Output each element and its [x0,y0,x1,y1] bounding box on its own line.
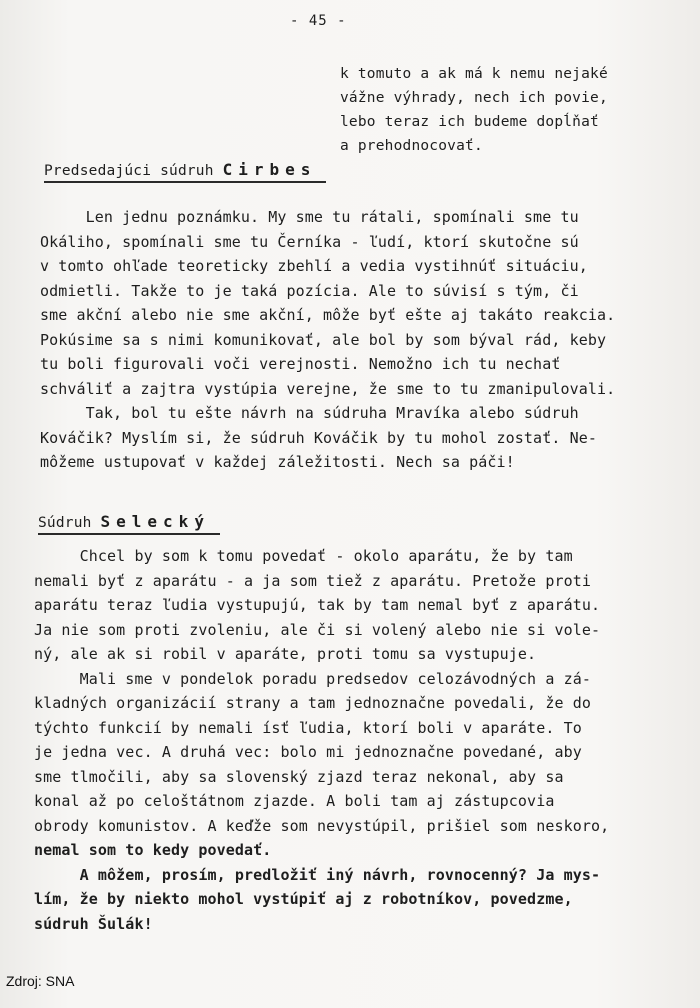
text-line: Tak, bol tu ešte návrh na súdruha Mravíka alebo súdruh [40,404,579,422]
text-line: kladných organizácií strany a tam jednoznačne povedali, že do [34,694,591,712]
text-line: Kováčik? Myslím si, že súdruh Kováčik by tu mohol zostať. Ne- [40,428,597,447]
text-line: Pokúsime sa s nimi komunikovať, ale bol by som býval rád, keby [40,330,607,349]
text-line: schváliť a zajtra vystúpia verejne, že sme to tu zmanipulovali. [40,379,616,398]
text-line: je jedna vec. A druhá vec: bolo mi jednoznačne povedané, aby [34,743,582,761]
text-line: tu boli figurovali voči verejnosti. Nemožno ich tu nechať [40,355,561,373]
speaker-heading-cirbes [44,160,316,179]
text-line: lím, že by niekto mohol vystúpiť aj z robotníkov, povedzme, [34,890,573,908]
text-line: môžeme ustupovať v každej záležitosti. Nech sa páči! [40,453,515,471]
text-line: týchto funkcií by nemali ísť ľudia, ktorí boli v aparáte. To [34,718,582,737]
source-caption: Zdroj: SNA [6,973,75,989]
text-line: odmietli. Takže to je taká pozícia. Ale to súvisí s tým, či [40,281,579,300]
text-line: ný, ale ak si robil v aparáte, proti tomu sa vystupuje. [34,645,537,663]
heading-underline [38,533,220,535]
speaker-title: Predsedajúci súdruh [44,163,223,179]
page-number: - 45 - [290,13,347,29]
text-line: a prehodnocovať. [340,138,483,154]
text-line: konal až po celoštátnom zjazde. A boli tam aj zástupcovia [34,792,555,810]
text-line: Chcel by som k tomu povedať - okolo aparátu, že by tam [34,547,573,565]
speaker-name: Selecký [100,512,210,531]
text-line: lebo teraz ich budeme dopĺňať [340,114,599,130]
text-line: A môžem, prosím, predložiť iný návrh, rovnocenný? Ja mys- [34,865,601,884]
heading-underline [44,181,326,183]
text-line: nemali byť z aparátu - a ja som tiež z aparátu. Pretože proti [34,571,591,590]
text-line: Len jednu poznámku. My sme tu rátali, spomínali sme tu [40,208,579,226]
text-line: sme akční alebo nie sme akční, môže byť ešte aj takáto reakcia. [40,306,616,324]
text-line: aparátu teraz ľudia vystupujú, tak by tam nemal byť z aparátu. [34,596,601,614]
text-line: obrody komunistov. A keďže som nevystúpil, prišiel som neskoro, [34,816,610,835]
text-line: k tomuto a ak má k nemu nejaké [340,66,608,82]
text-line: Mali sme v pondelok poradu predsedov celozávodných a zá- [34,669,591,688]
text-line: v tomto ohľade teoreticky zbehlí a vedia vystihnúť situáciu, [40,257,588,275]
continuation-text [340,62,608,158]
speaker-name: Cirbes [222,160,317,179]
text-line: sme tlmočili, aby sa slovenský zjazd teraz nekonal, aby sa [34,767,564,786]
speaker-title: Súdruh [38,515,101,531]
paragraph-cirbes [40,205,615,475]
text-line: nemal som to kedy povedať. [34,841,272,859]
text-line: súdruh Šulák! [34,914,153,933]
text-line: vážne výhrady, nech ich povie, [340,90,608,106]
text-line: Okáliho, spomínali sme tu Černíka - ľudí, ktorí skutočne sú [40,232,579,251]
paragraph-selecky [34,544,609,936]
text-line: Ja nie som proti zvoleniu, ale či si volený alebo nie si vole- [34,620,601,639]
speaker-heading-selecky [38,512,210,531]
